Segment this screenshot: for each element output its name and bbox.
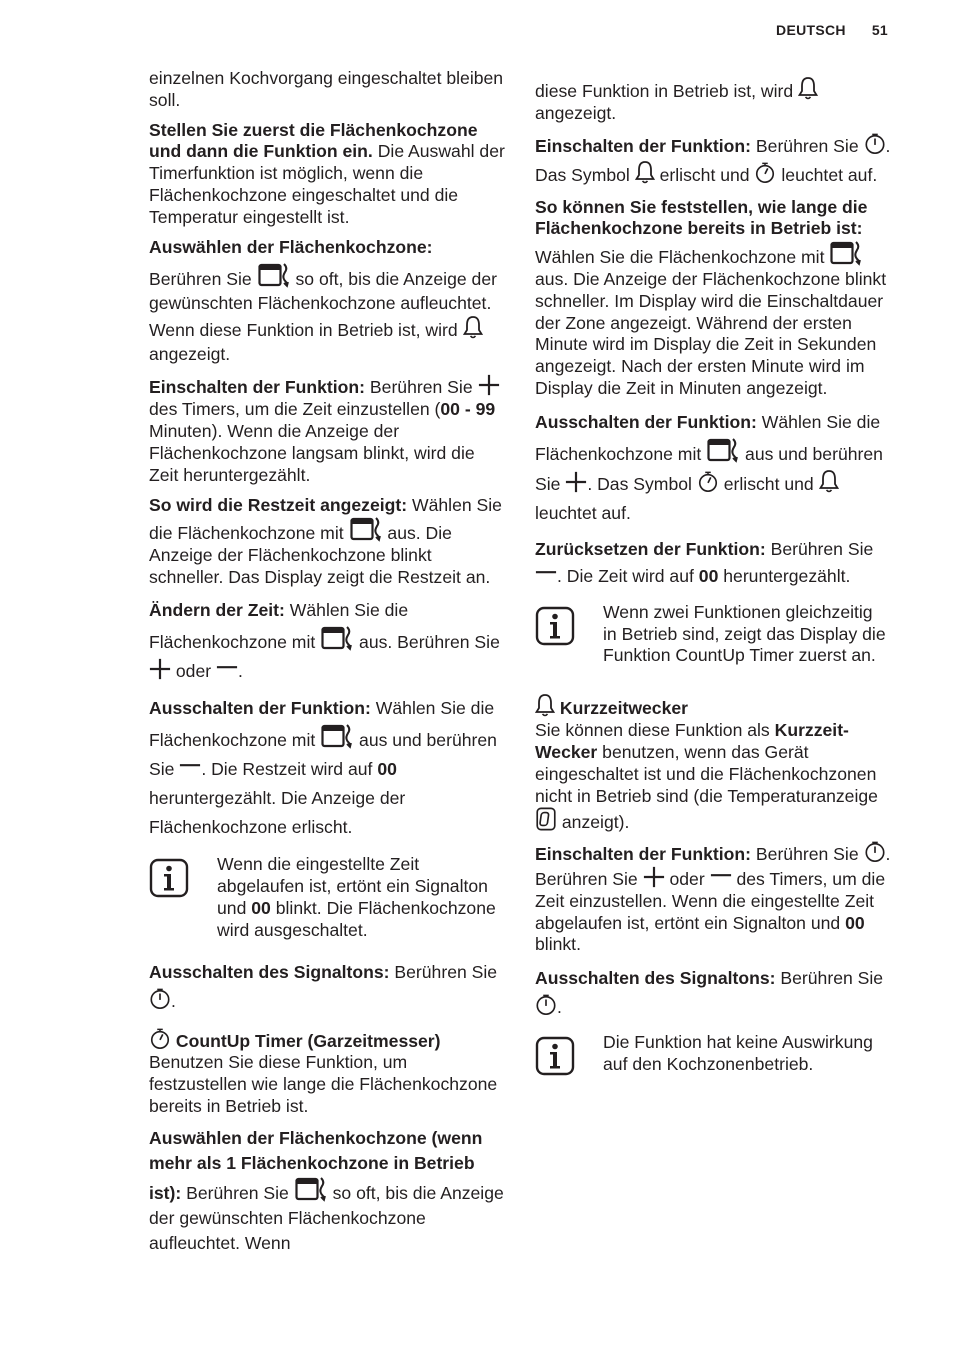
page-number: 51 <box>871 22 888 38</box>
note-text: Wenn die eingestellte Zeit abgelaufen ist, ertönt ein Signalton und 00 blinkt. Die Flächenkochzone wird ausgeschaltet. <box>217 854 496 940</box>
bell-icon <box>635 160 655 184</box>
info-icon <box>149 858 189 898</box>
clock-icon <box>864 133 886 155</box>
info-note <box>535 602 891 667</box>
info-icon <box>535 606 575 646</box>
minus-icon <box>216 658 238 680</box>
paragraph: Ausschalten der Funktion: Wählen Sie die Flächenkochzone mit aus und berühren Sie . Die Restzeit wird auf 00 heruntergezählt. Die Anzeige der Flächenkochzone erlischt. <box>149 698 497 838</box>
paragraph: einzelnen Kochvorgang eingeschaltet bleiben soll. <box>149 68 504 110</box>
stopwatch-icon <box>754 162 776 184</box>
kurzzeitwecker-section: Kurzzeitwecker Sie können diese Funktion als Kurzzeit-Wecker benutzen, wenn das Gerät eingeschaltet ist und die Flächenkochzonen nicht in Betrieb sind (die Temperaturanzeige anzeigt). <box>535 693 891 833</box>
section-title: CountUp Timer (Garzeitmesser) <box>175 1030 441 1051</box>
paragraph: Einschalten der Funktion: Berühren Sie des Timers, um die Zeit einzustellen (00 - 99 Minuten). Wenn die Anzeige der Flächenkochzone langsam blinkt, wird die Zeit heruntergezählt. <box>149 374 505 486</box>
paragraph: diese Funktion in Betrieb ist, wird angezeigt. <box>535 76 891 125</box>
zone-select-icon <box>829 240 863 266</box>
section-title: Kurzzeitwecker <box>559 698 688 719</box>
info-note <box>149 854 505 941</box>
paragraph: Berühren Sie so oft, bis die Anzeige der gewünschten Flächenkochzone aufleuchtet. Wenn diese Funktion in Betrieb ist, wird angezeigt. <box>149 262 505 366</box>
bell-icon <box>535 693 555 717</box>
paragraph: So wird die Restzeit angezeigt: Wählen Sie die Flächenkochzone mit aus. Die Anzeige der Flächenkochzone blinkt schneller. Das Display zeigt die Restzeit an. <box>149 495 502 588</box>
countup-section: CountUp Timer (Garzeitmesser) Benutzen Sie diese Funktion, um festzustellen wie lange die Flächenkochzone bereits in Betrieb ist. <box>149 1028 505 1118</box>
stopwatch-icon <box>697 471 719 493</box>
page-header <box>776 22 888 38</box>
zone-select-icon <box>320 723 354 749</box>
zone-select-icon <box>706 437 740 463</box>
zone-select-icon <box>320 625 354 651</box>
paragraph: Einschalten der Funktion: Berühren Sie . Das Symbol erlischt und leuchtet auf. <box>535 133 891 189</box>
zone-select-icon <box>349 516 383 542</box>
note-text: Wenn zwei Funktionen gleichzeitig in Betrieb sind, zeigt das Display die Funktion CountUp Timer zuerst an. <box>603 601 886 666</box>
minus-icon <box>179 756 201 778</box>
paragraph: Einschalten der Funktion: Berühren Sie . Berühren Sie oder des Timers, um die Zeit einzustellen. Wenn die eingestellte Zeit abgelaufen ist, ertönt ein Signalton und 00 blinkt. <box>535 841 891 956</box>
info-icon <box>535 1036 575 1076</box>
paragraph: Ausschalten der Funktion: Wählen Sie die Flächenkochzone mit aus und berühren Sie . Das Symbol erlischt und leuchtet auf. <box>535 411 883 523</box>
paragraph: Zurücksetzen der Funktion: Berühren Sie . Die Zeit wird auf 00 heruntergezählt. <box>535 538 874 586</box>
paragraph: Stellen Sie zuerst die Flächenkochzone und dann die Funktion ein. Die Auswahl der Timerfunktion ist möglich, wenn die Flächenkochzone eingeschaltet und die Temperatur eingestellt ist. <box>149 119 505 227</box>
paragraph: Ausschalten des Signaltons: Berühren Sie . <box>535 968 884 1018</box>
clock-icon <box>535 994 557 1016</box>
paragraph: Ausschalten des Signaltons: Berühren Sie . <box>149 961 498 1011</box>
paragraph: Ändern der Zeit: Wählen Sie die Flächenkochzone mit aus. Berühren Sie oder . <box>149 600 500 682</box>
bell-icon <box>819 469 839 493</box>
clock-icon <box>864 841 886 863</box>
subheading: Auswählen der Flächenkochzone: <box>149 236 433 257</box>
plus-icon <box>565 471 587 493</box>
plus-icon <box>478 374 500 396</box>
plus-icon <box>643 866 665 888</box>
stopwatch-icon <box>149 1028 171 1050</box>
bell-icon <box>463 315 483 339</box>
right-column <box>535 76 891 1098</box>
paragraph: Auswählen der Flächenkochzone (wenn mehr als 1 Flächenkochzone in Betrieb ist): Berühren Sie so oft, bis die Anzeige der gewünschten Flächenkochzone aufleuchtet. Wenn <box>149 1127 504 1253</box>
minus-icon <box>710 866 732 888</box>
minus-icon <box>535 563 557 585</box>
zone-select-icon <box>257 262 291 288</box>
section-label: DEUTSCH <box>776 22 846 38</box>
clock-icon <box>149 988 171 1010</box>
info-note <box>535 1032 891 1082</box>
zone-select-icon <box>294 1176 328 1202</box>
plus-icon <box>149 658 171 680</box>
temperature-zero-icon <box>535 807 557 831</box>
left-column <box>149 68 505 1264</box>
bell-icon <box>798 76 818 100</box>
paragraph: So können Sie feststellen, wie lange die Flächenkochzone bereits in Betrieb ist: Wählen Sie die Flächenkochzone mit aus. Die Anzeige der Flächenkochzone blinkt schneller. Im Display wird die Einschaltdauer der Zone angezeigt. Während der ersten Minute wird im Display die Zeit in Sekunden angezeigt. Nach der ersten Minute wird im Display die Zeit in Minuten angezeigt. <box>535 196 887 398</box>
note-text: Die Funktion hat keine Auswirkung auf den Kochzonenbetrieb. <box>603 1032 873 1074</box>
